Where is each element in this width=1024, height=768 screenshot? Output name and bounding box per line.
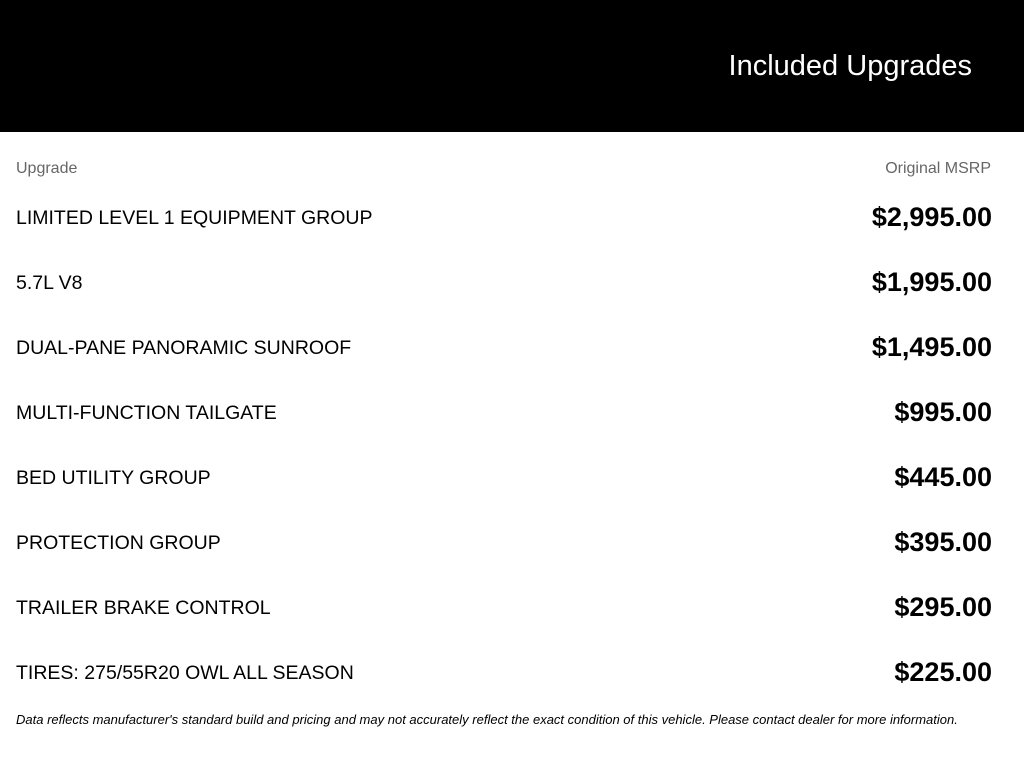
header-bar bbox=[0, 0, 1024, 132]
upgrade-price: $1,495.00 bbox=[871, 332, 992, 362]
upgrade-price: $395.00 bbox=[894, 527, 992, 557]
upgrade-row bbox=[16, 575, 992, 640]
upgrade-price: $445.00 bbox=[894, 462, 992, 492]
upgrades-list bbox=[16, 185, 992, 705]
upgrade-name: BED UTILITY GROUP bbox=[16, 467, 211, 489]
upgrade-name: LIMITED LEVEL 1 EQUIPMENT GROUP bbox=[16, 207, 373, 229]
upgrade-row bbox=[16, 510, 992, 575]
column-headers bbox=[16, 160, 991, 180]
upgrade-row bbox=[16, 315, 992, 380]
column-header-msrp: Original MSRP bbox=[885, 160, 991, 177]
upgrade-row bbox=[16, 185, 992, 250]
upgrade-row bbox=[16, 380, 992, 445]
upgrade-row bbox=[16, 445, 992, 510]
upgrade-row bbox=[16, 640, 992, 705]
disclaimer-text: Data reflects manufacturer's standard build and pricing and may not accurately reflect the exact condition of this vehicle. Please contact dealer for more information. bbox=[16, 712, 958, 727]
upgrade-price: $295.00 bbox=[894, 592, 992, 622]
upgrade-name: TIRES: 275/55R20 OWL ALL SEASON bbox=[16, 662, 354, 684]
upgrade-name: MULTI-FUNCTION TAILGATE bbox=[16, 402, 277, 424]
upgrade-price: $225.00 bbox=[894, 657, 992, 687]
upgrade-price: $995.00 bbox=[894, 397, 992, 427]
upgrade-name: 5.7L V8 bbox=[16, 272, 83, 294]
upgrade-name: PROTECTION GROUP bbox=[16, 532, 221, 554]
upgrade-price: $2,995.00 bbox=[871, 202, 992, 232]
page-title: Included Upgrades bbox=[728, 50, 972, 82]
upgrade-name: TRAILER BRAKE CONTROL bbox=[16, 597, 271, 619]
column-header-upgrade: Upgrade bbox=[16, 160, 78, 177]
upgrade-price: $1,995.00 bbox=[871, 267, 992, 297]
upgrade-row bbox=[16, 250, 992, 315]
upgrade-name: DUAL-PANE PANORAMIC SUNROOF bbox=[16, 337, 352, 359]
